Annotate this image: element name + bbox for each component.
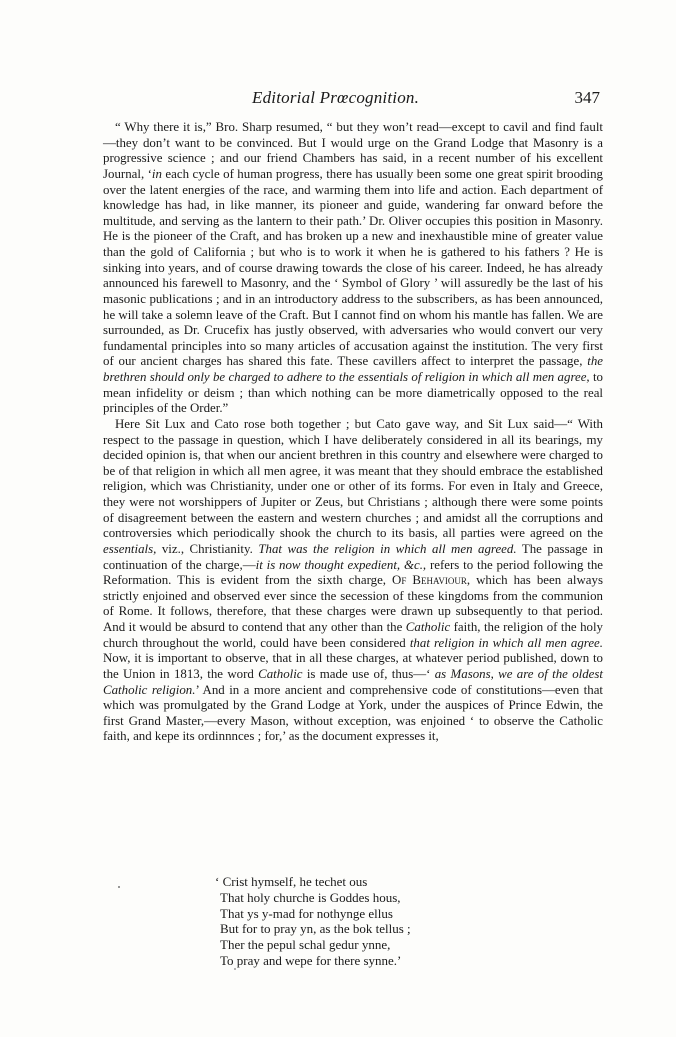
text-run: is made use of, thus—‘ [302,666,435,681]
italic-run: that religion in which all men agree. [409,635,603,650]
text-run: Now, it is important to observe, that in all these charges, at whatever period published, down to the Union in 1813, the word [103,651,603,681]
text-run: ’ And in a more ancient and comprehensive code of constitutions—even that which was promulgated by the Grand Lodge at York, under the auspices of Prince Edwin, the first Grand Master,—every Mason, without exception, was enjoined ‘ to observe the Catholic faith, and kepe its ordinnnces ; for,’ as the document expresses it, [103,682,603,744]
italic-run: in [151,166,162,181]
text-run: refers to the period following the Reformation. This is evident from the sixth charge, [103,557,604,588]
verse-line: Ther the pepul schal gedur ynne, [220,937,391,953]
verse-line: That ys y-mad for nothynge ellus [220,905,393,921]
text-run: Here Sit Lux and Cato rose both together ; but Cato gave way, and Sit Lux said—“ With respect to the passage in question, which I have deliberately considered in all its bearings, my decided opinion is, that when our ancient brethren in this country and elsewhere were charged to be of that religion in which all men agree, it was meant that they should embrace the established religion, which was Christianity, under one or other of its forms. For even in Italy and Greece, they were not worshippers of Jupiter or Zeus, but Christians ; although there were some points of disagreement between the eastern and western churches ; and amidst all the corruptions and controversies which periodically shook the church to its basis, all parties were agreed on the [103,416,603,541]
page-number: 347 [574,88,600,107]
print-speck [234,968,236,970]
page-header [100,88,600,110]
verse-line: ‘ Crist hymself, he techet ous [215,874,368,889]
text-run: “ Why there it is,” Bro. Sharp resumed, “ but they won’t read—except to cavil and find fault—they don’t want to be convinced. But I would urge on the Grand Lodge that Masonry is a progressive science ; and our friend Chambers has said, in a recent number of his excellent Journal, ‘ [103,120,603,181]
italic-run: Catholic [258,666,303,681]
text-run: each cycle of human progress, there has usually been some one great spirit brooding over the latent energies of the race, and warming them into life and action. Each department of knowledge has had, in like manner, its pioneer and guide, wandering far onward before the multitude, and serving as the lantern to their path.’ Dr. Oliver occupies this position in Masonry. He is the pioneer of the Craft, and has broken up a new and inexhaustible mine of greater value than the gold of California ; but who is to work it when he is gathered to his fathers ? He is sinking into years, and of course drawing towards the close of his career. Indeed, he has already announced his farewell to Masonry, and the ‘ Symbol of Glory ’ will assuredly be the last of his masonic publications ; and in an introductory address to the subscribers, as has been announced, he will take a solemn leave of the Craft. But I cannot find on whom his mantle has fallen. We are surrounded, as Dr. Crucefix has justly observed, with adversaries who would convert our very fundamental principles into so many articles of accusation against the institution. The very first of our ancient charges has shared this fate. These cavillers affect to interpret the passage, [103,166,603,369]
verse-line: That holy churche is Goddes hous, [220,889,401,905]
text-run: to mean infidelity or deism ; than which nothing can be more diametrically opposed to the real principles of the Order.” [103,370,604,416]
small-caps-run: Of Behaviour [392,573,467,588]
text-run: The passage in continuation of the charge,— [103,541,604,572]
italic-run: essentials, [103,541,157,556]
italic-run: as Masons, we are of the oldest Catholic religion. [103,666,603,697]
running-title: Editorial Prœcognition. [252,88,420,107]
paragraph-1 [103,120,603,417]
italic-run: it is now thought expedient, &c., [255,557,427,572]
text-run: faith, the religion of the holy church throughout the world, could have been considered [103,620,604,650]
verse-line: But for to pray yn, as the bok tellus ; [220,921,411,937]
print-speck [118,886,120,888]
verse-quotation [215,874,620,969]
text-run: viz., Christianity. [156,541,259,556]
italic-run: Catholic [405,620,451,634]
verse-line: To pray and wepe for there synne.’ [220,952,402,968]
text-run: , which has been always strictly enjoined and observed ever since the secession of these kingdoms from the communion of Rome. It follows, therefore, that these charges were drawn up subsequently to that period. And it would be absurd to contend that any other than the [103,573,603,634]
italic-run: the brethren should only be charged to adhere to the essentials of religion in which all men agree, [103,354,603,384]
paragraph-2 [103,417,603,745]
italic-run: That was the religion in which all men agreed. [258,541,517,556]
body-text [103,120,603,745]
